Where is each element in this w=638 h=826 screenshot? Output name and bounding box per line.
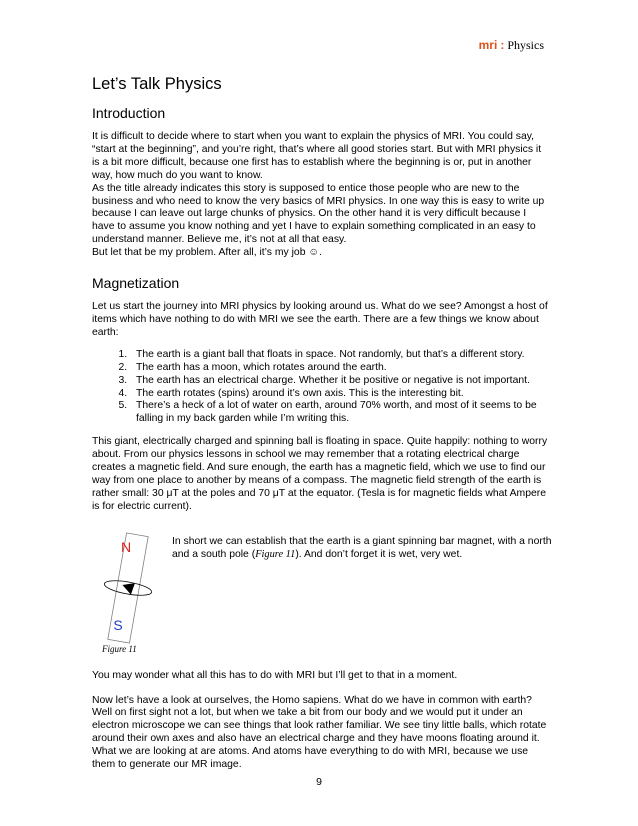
page-number: 9 bbox=[316, 776, 322, 788]
earth-facts-list bbox=[92, 349, 548, 426]
list-item: 1. The earth is a giant ball that floats in space. Not randomly, but that’s a different story. bbox=[130, 349, 548, 362]
magnetization-heading: Magnetization bbox=[92, 275, 180, 292]
magnetization-paragraph-3: You may wonder what all this has to do with MRI but I’ll get to that in a moment. bbox=[92, 669, 458, 681]
introduction-heading: Introduction bbox=[92, 105, 166, 121]
page-title: Let’s Talk Physics bbox=[92, 75, 222, 93]
figure-paragraph bbox=[172, 536, 552, 562]
figure-caption: Figure 11 bbox=[102, 643, 137, 654]
list-item: 3. The earth has an electrical charge. Whether it be positive or negative is not important. bbox=[130, 375, 548, 388]
running-header bbox=[479, 38, 544, 53]
list-item: 5. There’s a heck of a lot of water on earth, around 70% worth, and most of it seems to be falling in my back garden while I’m writing this. bbox=[130, 400, 548, 426]
south-pole-label: S bbox=[113, 616, 123, 633]
intro-paragraph-1: It is difficult to decide where to start when you want to explain the physics of MRI. You could say, “start at the beginning”, and you’re right, that’s where all good stories start. But with MRI physics it is a bit more difficult, because one first has to establish where the beginning is or, put in another way, how much do you want to know. bbox=[92, 131, 542, 181]
intro-paragraph-2: As the title already indicates this story is supposed to entice those people who are new to the business and who need to know the very basics of MRI physics. In one way this is easy to write up because I can leave out large chunks of physics. On the other hand it is very difficult because I have to assume you know nothing and yet I have to explain something complicated in an easy to understand manner. Believe me, it’s not at all that easy. bbox=[92, 182, 545, 246]
header-brand: mri bbox=[478, 38, 498, 52]
figure-text-after: ). And don’t forget it is wet, very wet. bbox=[295, 548, 463, 560]
figure-reference: Figure 11 bbox=[255, 548, 296, 560]
main-content bbox=[92, 74, 552, 772]
figure-row bbox=[92, 530, 552, 658]
intro-paragraph-3: But let that be my problem. After all, it’s my job ☺. bbox=[92, 247, 322, 259]
figure-text-before: In short we can establish that the earth is a giant spinning bar magnet, with a north and a south pole ( bbox=[172, 535, 552, 560]
magnetization-paragraph-2: This giant, electrically charged and spinning ball is floating in space. Quite happily: nothing to worry about. From our physics lessons in school we may remember that a rotating electrical charge creates a magnetic field. And sure enough, the earth has a magnetic field, which we use to find our way from one place to another by means of a compass. The magnetic field strength of the earth is rather small: 30 μT at the poles and 70 μT at the equator. (Tesla is for magnetic fields what Ampere is for electric current). bbox=[92, 436, 548, 512]
north-pole-label: N bbox=[120, 538, 132, 555]
bar-magnet-figure bbox=[92, 530, 162, 646]
list-item: 4. The earth rotates (spins) around it’s own axis. This is the interesting bit. bbox=[130, 388, 548, 401]
magnetization-intro: Let us start the journey into MRI physics by looking around us. What do we see? Amongst a host of items which have nothing to do with MRI we see the earth. There are a few things we know about earth: bbox=[92, 301, 548, 338]
magnetization-paragraph-4: Now let’s have a look at ourselves, the Homo sapiens. What do we have in common with earth? Well on first sight not a lot, but when we take a bit from our body and we would put it under an electron microscope we can see things that look rather familiar. We see tiny little balls, which rotate around their own axes and also have an electrical charge and they have moons floating around it. What we are looking at are atoms. And atoms have everything to do with MRI, because we use them to generate our MR image. bbox=[92, 694, 547, 771]
header-separator: : bbox=[500, 38, 505, 52]
list-item: 2. The earth has a moon, which rotates around the earth. bbox=[130, 362, 548, 375]
header-topic: Physics bbox=[507, 38, 544, 52]
